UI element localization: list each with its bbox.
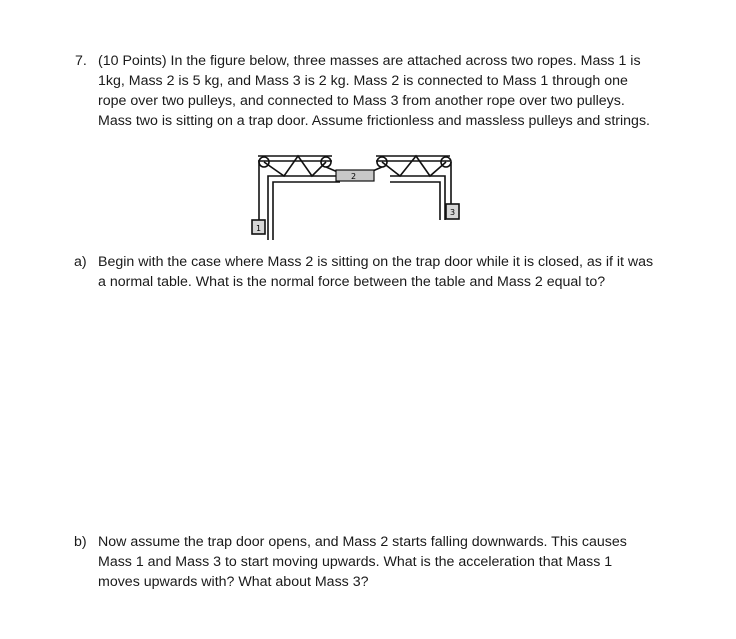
part-a-text <box>98 252 718 292</box>
question-line: Mass two is sitting on a trap door. Assume frictionless and massless pulleys and strings. <box>98 113 650 129</box>
part-b-label: b) <box>74 534 87 550</box>
left-truss <box>264 156 326 176</box>
part-a-label: a) <box>74 254 87 270</box>
part-b-line: moves upwards with? What about Mass 3? <box>98 574 369 590</box>
part-b-line: Now assume the trap door opens, and Mass 2 starts falling downwards. This causes <box>98 534 627 550</box>
question-line: rope over two pulleys, and connected to Mass 3 from another rope over two pulleys. <box>98 93 625 109</box>
part-a-line: a normal table. What is the normal force between the table and Mass 2 equal to? <box>98 274 606 290</box>
table-frame-inner <box>273 182 440 240</box>
mass-3-label: 3 <box>450 208 456 217</box>
question-number: 7. <box>75 53 87 69</box>
part-b-text <box>98 532 718 592</box>
part-a-line: Begin with the case where Mass 2 is sitting on the trap door while it is closed, as if it was <box>98 254 654 270</box>
question-line: (10 Points) In the figure below, three masses are attached across two ropes. Mass 1 is <box>98 53 641 69</box>
pulley-diagram <box>240 148 470 244</box>
part-b-line: Mass 1 and Mass 3 to start moving upwards. What is the acceleration that Mass 1 <box>98 554 613 570</box>
question-line: 1kg, Mass 2 is 5 kg, and Mass 3 is 2 kg. Mass 2 is connected to Mass 1 through one <box>98 73 628 89</box>
mass-1-label: 1 <box>256 224 262 233</box>
table-frame <box>268 176 445 240</box>
question-text <box>98 51 698 131</box>
right-truss <box>382 156 446 176</box>
mass-2-label: 2 <box>351 172 357 181</box>
